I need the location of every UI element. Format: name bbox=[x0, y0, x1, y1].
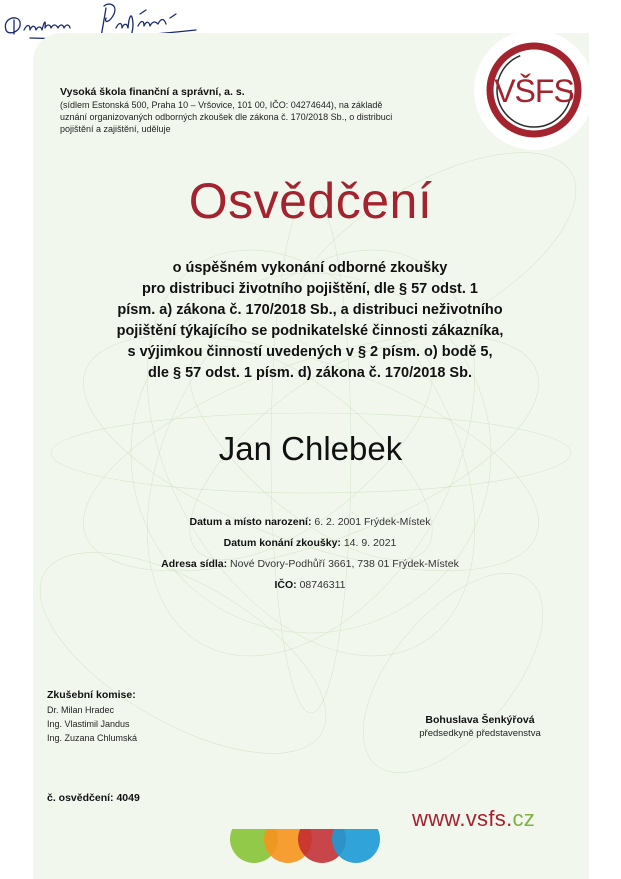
address-row bbox=[100, 554, 520, 575]
issuer-details-line: pojištění a zajištění, uděluje bbox=[60, 124, 171, 134]
exam-commission bbox=[47, 688, 137, 745]
subject-line: o úspěšném vykonání odborné zkoušky bbox=[172, 260, 448, 276]
subject-line: s výjimkou činností uvedených v § 2 písm. o) bodě 5, bbox=[127, 344, 493, 360]
exam-date-label: Datum konání zkoušky: bbox=[223, 537, 341, 549]
commission-member: Ing. Vlastimil Jandus bbox=[47, 719, 130, 729]
certificate-subject bbox=[60, 258, 560, 384]
certificate-number-label: č. osvědčení: bbox=[47, 792, 114, 804]
commission-member: Ing. Zuzana Chlumská bbox=[47, 733, 138, 743]
issuer-details-line: uznání organizovaných odborných zkoušek dle zákona č. 170/2018 Sb., o distribuci bbox=[60, 112, 393, 122]
subject-line: dle § 57 odst. 1 písm. d) zákona č. 170/2018 Sb. bbox=[148, 365, 472, 381]
website-url bbox=[412, 806, 535, 832]
issuer-details bbox=[60, 99, 470, 135]
certificate-number bbox=[47, 792, 140, 804]
commission-heading: Zkušební komise: bbox=[47, 689, 136, 701]
certificate-number-value: 4049 bbox=[116, 792, 140, 804]
issuer-details-line: (sídlem Estonská 500, Praha 10 – Vršovice, 101 00, IČO: 04274644), na základě bbox=[60, 100, 383, 110]
address-value: Nové Dvory-Podhůří 3661, 738 01 Frýdek-Místek bbox=[230, 558, 459, 570]
address-label: Adresa sídla: bbox=[161, 558, 228, 570]
ico-label: IČO: bbox=[274, 579, 297, 591]
birth-value: 6. 2. 2001 Frýdek-Místek bbox=[314, 516, 431, 528]
ico-row bbox=[100, 575, 520, 596]
logo-text: VŠFS bbox=[494, 73, 574, 109]
holder-name: Jan Chlebek bbox=[218, 430, 403, 467]
website-main: www.vsfs. bbox=[412, 806, 513, 831]
signer bbox=[380, 713, 580, 741]
subject-line: písm. a) zákona č. 170/2018 Sb., a distribuci neživotního bbox=[117, 302, 503, 318]
blue-circle bbox=[332, 829, 380, 863]
subject-line: pojištění týkajícího se podnikatelské činnosti zákazníka, bbox=[116, 323, 504, 339]
website-tld: cz bbox=[512, 806, 536, 831]
exam-date-row bbox=[100, 533, 520, 554]
exam-date-value: 14. 9. 2021 bbox=[343, 537, 397, 549]
issuer-name: Vysoká škola finanční a správní, a. s. bbox=[60, 86, 245, 98]
subject-line: pro distribuci životního pojištění, dle § 57 odst. 1 bbox=[142, 281, 478, 297]
birth-row bbox=[100, 512, 520, 533]
brand-circles bbox=[230, 829, 380, 879]
vsfs-logo bbox=[484, 40, 584, 140]
holder-details bbox=[100, 512, 520, 596]
signer-role: předsedkyně představenstva bbox=[419, 728, 541, 739]
birth-label: Datum a místo narození: bbox=[189, 516, 312, 528]
signer-name: Bohuslava Šenkýřová bbox=[425, 714, 535, 726]
certificate-title: Osvědčení bbox=[188, 173, 433, 229]
commission-member: Dr. Milan Hradec bbox=[47, 705, 115, 715]
ico-value: 08746311 bbox=[299, 579, 346, 591]
